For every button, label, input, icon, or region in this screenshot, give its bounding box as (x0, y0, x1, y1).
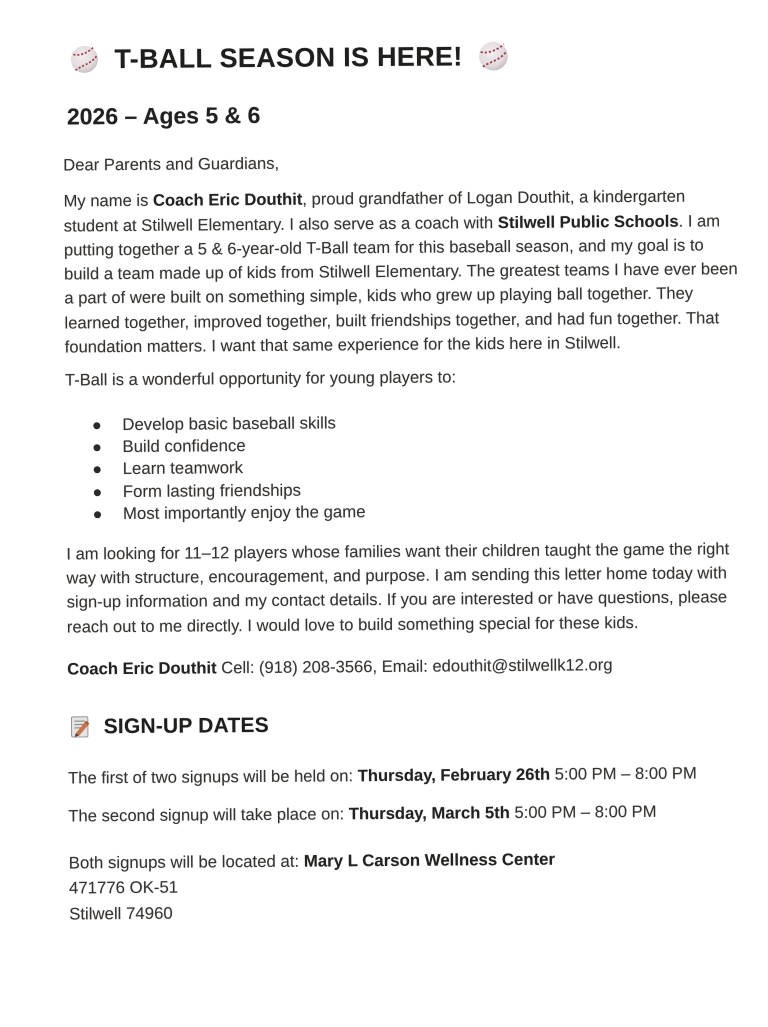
venue-name: Mary L Carson Wellness Center (304, 849, 555, 870)
recruiting-paragraph: I am looking for 11–12 players whose families want their children taught the game the right way with structure, encouragement, and purpose. I am sending this letter home today with sign-up information and my contact details. If you are interested or have questions, please reach out to me directly. I would love to build something special for these kids. (66, 537, 757, 640)
second-signup-lead: The second signup will take place on: (68, 805, 349, 826)
list-item: Build confidence (122, 431, 741, 458)
page-title: T-BALL SEASON IS HERE! (114, 41, 462, 75)
baseball-icon (68, 43, 100, 75)
intro-seg5: . I am putting together a 5 & 6-year-old T-Ball team for this baseball season, and my goal is to build a team made up of kids from Stilwell Elementary. The greatest teams I have ever been a part of were built on something simple, kids who grew up playing ball together. They learned together, improved together, built friendships together, and had fun together. That foundation matters. I want that same experience for the kids here in Stilwell. (64, 211, 738, 357)
signup-heading-row (68, 709, 744, 739)
coach-name: Coach Eric Douthit (153, 190, 303, 210)
list-item: Most importantly enjoy the game (123, 498, 742, 525)
second-signup-line (68, 800, 744, 830)
title-row (68, 37, 738, 76)
intro-paragraph (63, 184, 742, 359)
signup-dates-title: SIGN-UP DATES (104, 714, 269, 739)
baseball-icon (476, 39, 510, 73)
contact-line (67, 652, 743, 682)
salutation: Dear Parents and Guardians, (63, 148, 739, 178)
school-name: Stilwell Public Schools (498, 211, 679, 231)
second-signup-time: 5:00 PM – 8:00 PM (510, 802, 657, 822)
address-line-2: Stilwell 74960 (69, 896, 745, 927)
intro-seg3: , proud grandfather of Logan Douthit, a kindergarten student at Stilwell Elementary. I also serve as a coach with (64, 187, 686, 235)
address-line-1: 471776 OK-51 (69, 870, 745, 901)
location-block (69, 845, 746, 927)
first-signup-lead: The first of two signups will be held on: (68, 766, 358, 787)
opportunity-lead: T-Ball is a wonderful opportunity for young players to: (65, 364, 741, 394)
second-signup-date: Thursday, March 5th (349, 804, 510, 824)
intro-seg1: My name is (63, 191, 153, 211)
first-signup-line (68, 761, 744, 791)
contact-name: Coach Eric Douthit (67, 658, 217, 678)
season-subtitle: 2026 – Ages 5 & 6 (67, 98, 739, 130)
location-lead: Both signups will be located at: (69, 851, 304, 872)
contact-details: Cell: (918) 208-3566, Email: edouthit@stilwellk12.org (217, 655, 613, 677)
memo-pencil-icon (68, 714, 93, 739)
first-signup-time: 5:00 PM – 8:00 PM (550, 764, 697, 784)
list-item: Form lasting friendships (123, 476, 742, 503)
first-signup-date: Thursday, February 26th (358, 765, 551, 786)
list-item: Develop basic baseball skills (122, 409, 741, 436)
benefits-list (65, 409, 742, 526)
list-item: Learn teamwork (123, 454, 742, 481)
